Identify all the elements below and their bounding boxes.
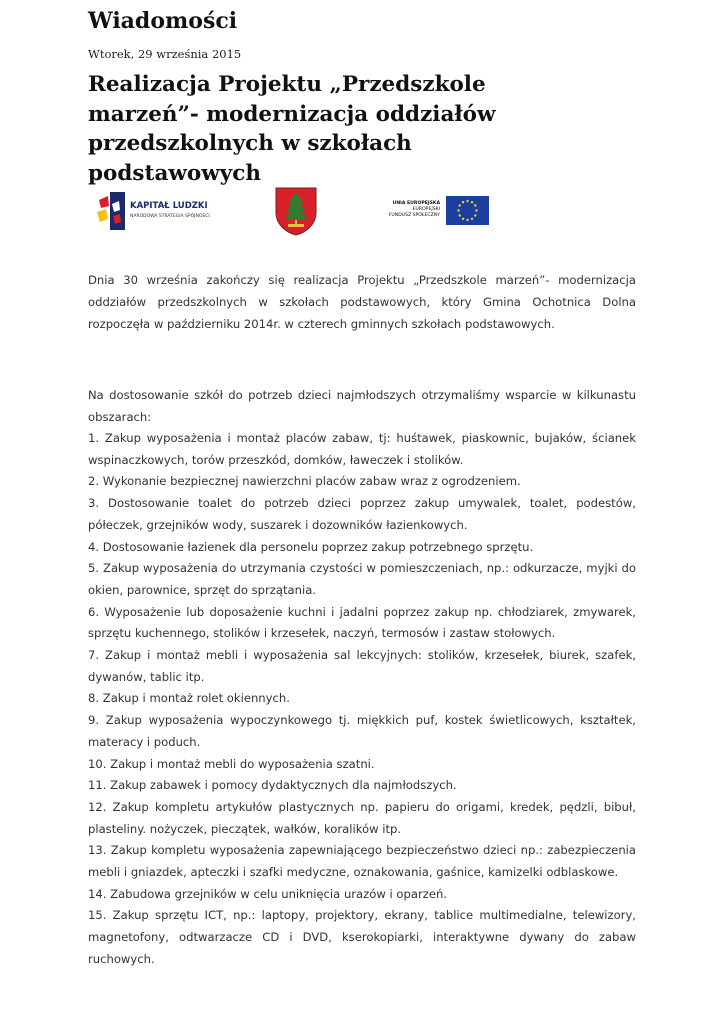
list-item: 7. Zakup i montaż mebli i wyposażenia sal lekcyjnych: stolików, krzesełek, biurek, szafek, dywanów, tablic itp. bbox=[88, 648, 636, 684]
eu-logo-text bbox=[384, 200, 440, 219]
coat-of-arms-icon bbox=[274, 186, 318, 236]
list-item: 11. Zakup zabawek i pomocy dydaktycznych dla najmłodszych. bbox=[88, 778, 457, 793]
list-item: 3. Dostosowanie toalet do potrzeb dzieci poprzez zakup umywalek, toalet, podestów, półeczek, grzejników wody, suszarek i dozowników łazienkowych. bbox=[88, 496, 636, 532]
eu-flag-icon bbox=[446, 196, 489, 225]
list-item: 2. Wykonanie bezpiecznej nawierzchni placów zabaw wraz z ogrodzeniem. bbox=[88, 474, 521, 489]
kapital-ludzki-subtitle: NARODOWA STRATEGIA SPÓJNOŚCI bbox=[130, 214, 210, 219]
list-item: 10. Zakup i montaż mebli do wyposażenia szatni. bbox=[88, 756, 375, 771]
list-item: 15. Zakup sprzętu ICT, np.: laptopy, projektory, ekrany, tablice multimedialne, telewizory, magnetofony, odtwarzacze CD i DVD, kserokopiarki, interaktywne dywany do zabaw ruchowych. bbox=[88, 908, 636, 966]
list-item: 4. Dostosowanie łazienek dla personelu poprzez zakup potrzebnego sprzętu. bbox=[88, 539, 534, 554]
list-item: 9. Zakup wyposażenia wypoczynkowego tj. miękkich puf, kostek świetlicowych, kształtek, materacy i poduch. bbox=[88, 713, 636, 749]
publish-date: Wtorek, 29 września 2015 bbox=[88, 47, 242, 61]
list-item: 14. Zabudowa grzejników w celu uniknięcia urazów i oparzeń. bbox=[88, 886, 447, 901]
eu-social-fund-logo bbox=[384, 196, 490, 230]
eu-line-3: FUNDUSZ SPOŁECZNY bbox=[388, 213, 440, 218]
article-headline: Realizacja Projektu „Przedszkole marzeń”- modernizacja oddziałów przedszkolnych w szkołach podstawowych bbox=[88, 72, 496, 186]
kapital-ludzki-logo bbox=[96, 190, 226, 232]
article-intro: Dnia 30 września zakończy się realizacja Projektu „Przedszkole marzeń”- modernizacja oddziałów przedszkolnych w szkołach podstawowych, który Gmina Ochotnica Dolna rozpoczęła w październiku 2014r. w czterech gminnych szkołach podstawowych. bbox=[88, 273, 636, 332]
section-title: Wiadomości bbox=[88, 8, 238, 34]
eu-line-1: UNIA EUROPEJSKA bbox=[392, 201, 440, 206]
kapital-ludzki-emblem-icon bbox=[96, 192, 126, 232]
list-item: 1. Zakup wyposażenia i montaż placów zabaw, tj: huśtawek, piaskownic, bujaków, ścianek wspinaczkowych, torów przeszkód, domków, ławeczek i stolików. bbox=[88, 431, 636, 467]
list-item: 8. Zakup i montaż rolet okiennych. bbox=[88, 691, 290, 706]
support-areas-list bbox=[88, 428, 636, 971]
list-item: 6. Wyposażenie lub doposażenie kuchni i jadalni poprzez zakup np. chłodziarek, zmywarek, sprzętu kuchennego, stolików i krzesełek, naczyń, termosów i zastaw stołowych. bbox=[88, 604, 636, 641]
list-item: 5. Zakup wyposażenia do utrzymania czystości w pomieszczeniach, np.: odkurzacze, myjki do okien, parownice, sprzęt do sprzątania. bbox=[88, 561, 636, 597]
eu-line-2: EUROPEJSKI bbox=[412, 207, 440, 212]
kapital-ludzki-title: KAPITAŁ LUDZKI bbox=[130, 201, 208, 211]
list-item: 12. Zakup kompletu artykułów plastycznych np. papieru do origami, kredek, pędzli, bibuł, plasteliny. nożyczek, pieczątek, wałków, koralików itp. bbox=[88, 799, 636, 836]
logo-strip bbox=[88, 182, 508, 242]
article-lead: Na dostosowanie szkół do potrzeb dzieci najmłodszych otrzymaliśmy wsparcie w kilkunastu obszarach: bbox=[88, 388, 636, 424]
list-item: 13. Zakup kompletu wyposażenia zapewniającego bezpieczeństwo dzieci np.: zabezpieczenia mebli i gniazdek, apteczki i szafki medyczne, oznakowania, gaśnice, kamizelki odblaskowe. bbox=[88, 843, 636, 880]
